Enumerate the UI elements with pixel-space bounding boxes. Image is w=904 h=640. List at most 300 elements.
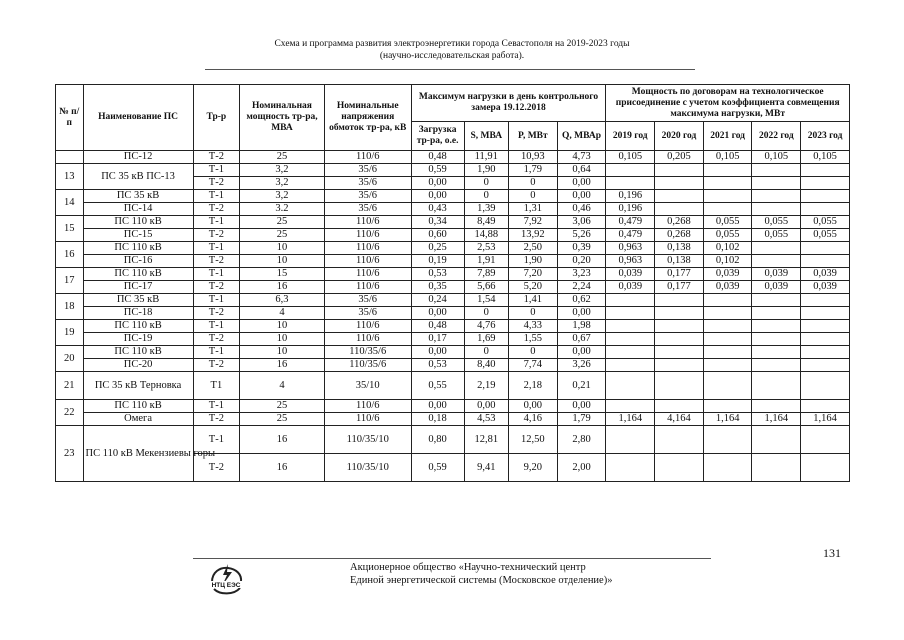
cell-s: 0 [464, 190, 508, 203]
cell-name: ПС-17 [83, 281, 193, 294]
cell-tr: Т-1 [193, 426, 240, 454]
cell-y2021: 0,039 [703, 281, 752, 294]
col-voltage-header: Номинальные напряжения обмоток тр-ра, кВ [324, 85, 411, 151]
cell-volt: 110/6 [324, 281, 411, 294]
cell-power: 4 [240, 372, 325, 400]
cell-y2019 [606, 164, 655, 177]
cell-y2022 [752, 177, 801, 190]
cell-y2021: 0,055 [703, 229, 752, 242]
cell-power: 16 [240, 359, 325, 372]
cell-power: 16 [240, 281, 325, 294]
cell-volt: 110/6 [324, 242, 411, 255]
header-line-1: Схема и программа развития электроэнергетики города Севастополя на 2019-2023 годы [274, 39, 630, 49]
cell-y2021 [703, 190, 752, 203]
cell-load: 0,35 [411, 281, 464, 294]
cell-p: 13,92 [509, 229, 558, 242]
cell-volt: 35/6 [324, 294, 411, 307]
cell-s: 0 [464, 346, 508, 359]
cell-y2021: 0,055 [703, 216, 752, 229]
cell-y2023 [801, 307, 850, 320]
table-row [56, 413, 850, 426]
cell-power: 3,2 [240, 177, 325, 190]
cell-y2020 [655, 333, 704, 346]
cell-y2020 [655, 190, 704, 203]
cell-name: ПС-15 [83, 229, 193, 242]
cell-q: 5,26 [557, 229, 606, 242]
cell-y2020: 0,177 [655, 268, 704, 281]
cell-name: ПС 35 кВ [83, 294, 193, 307]
cell-load: 0,53 [411, 268, 464, 281]
footer-org-line-1: Акционерное общество «Научно-технический центр [350, 562, 586, 573]
cell-y2019: 1,164 [606, 413, 655, 426]
cell-power: 16 [240, 426, 325, 454]
cell-y2020 [655, 294, 704, 307]
cell-y2023 [801, 164, 850, 177]
cell-y2019 [606, 400, 655, 413]
header-rule [205, 69, 695, 70]
cell-y2019: 0,479 [606, 229, 655, 242]
cell-p: 1,31 [509, 203, 558, 216]
cell-y2019: 0,196 [606, 190, 655, 203]
cell-y2021 [703, 164, 752, 177]
cell-name: ПС 110 кВ Мекензиевы горы [83, 426, 193, 482]
cell-load: 0,55 [411, 372, 464, 400]
cell-tr: Т-2 [193, 359, 240, 372]
cell-y2023 [801, 294, 850, 307]
cell-p: 5,20 [509, 281, 558, 294]
cell-power: 10 [240, 320, 325, 333]
cell-y2019: 0,039 [606, 281, 655, 294]
cell-y2019 [606, 346, 655, 359]
cell-y2020 [655, 177, 704, 190]
table-row [56, 164, 850, 177]
cell-y2022 [752, 242, 801, 255]
cell-y2019 [606, 454, 655, 482]
cell-name: ПС-14 [83, 203, 193, 216]
cell-q: 2,24 [557, 281, 606, 294]
cell-num: 16 [56, 242, 84, 268]
cell-y2023 [801, 190, 850, 203]
cell-q: 2,80 [557, 426, 606, 454]
cell-s: 14,88 [464, 229, 508, 242]
cell-p: 7,74 [509, 359, 558, 372]
cell-tr: Т-1 [193, 346, 240, 359]
cell-y2019 [606, 177, 655, 190]
cell-y2019 [606, 307, 655, 320]
cell-p: 7,92 [509, 216, 558, 229]
cell-p: 10,93 [509, 151, 558, 164]
cell-tr: Т-1 [193, 400, 240, 413]
cell-y2022 [752, 320, 801, 333]
cell-power: 6,3 [240, 294, 325, 307]
cell-volt: 110/6 [324, 413, 411, 426]
cell-volt: 110/35/6 [324, 346, 411, 359]
cell-tr: Т-2 [193, 333, 240, 346]
cell-p: 0 [509, 190, 558, 203]
cell-p: 0 [509, 177, 558, 190]
cell-y2023: 0,055 [801, 229, 850, 242]
table-row [56, 281, 850, 294]
cell-y2023 [801, 333, 850, 346]
cell-y2022: 1,164 [752, 413, 801, 426]
cell-power: 25 [240, 216, 325, 229]
cell-power: 25 [240, 229, 325, 242]
cell-y2023: 0,039 [801, 268, 850, 281]
cell-p: 9,20 [509, 454, 558, 482]
cell-load: 0,48 [411, 151, 464, 164]
cell-volt: 110/6 [324, 268, 411, 281]
cell-load: 0,00 [411, 190, 464, 203]
cell-power: 10 [240, 346, 325, 359]
cell-y2020 [655, 203, 704, 216]
cell-y2021 [703, 294, 752, 307]
footer-org-line-2: Единой энергетической системы (Московское отделение)» [350, 575, 613, 586]
cell-load: 0,59 [411, 164, 464, 177]
cell-volt: 110/6 [324, 151, 411, 164]
cell-volt: 35/6 [324, 190, 411, 203]
header-line-2: (научно-исследовательская работа). [379, 51, 525, 61]
cell-y2019 [606, 359, 655, 372]
cell-volt: 35/6 [324, 203, 411, 216]
table-row [56, 268, 850, 281]
cell-p: 4,16 [509, 413, 558, 426]
cell-q: 0,62 [557, 294, 606, 307]
cell-volt: 110/35/6 [324, 359, 411, 372]
cell-y2021 [703, 454, 752, 482]
cell-volt: 110/6 [324, 255, 411, 268]
table-row [56, 372, 850, 400]
cell-volt: 110/35/10 [324, 426, 411, 454]
cell-load: 0,24 [411, 294, 464, 307]
cell-load: 0,25 [411, 242, 464, 255]
cell-s: 5,66 [464, 281, 508, 294]
cell-q: 4,73 [557, 151, 606, 164]
cell-num: 21 [56, 372, 84, 400]
cell-num: 22 [56, 400, 84, 426]
cell-y2021: 1,164 [703, 413, 752, 426]
cell-y2021: 0,102 [703, 242, 752, 255]
cell-q: 0,00 [557, 190, 606, 203]
cell-volt: 110/6 [324, 400, 411, 413]
col-name-header: Наименование ПС [83, 85, 193, 151]
cell-tr: Т-2 [193, 229, 240, 242]
substation-load-table [55, 84, 850, 482]
cell-q: 0,00 [557, 346, 606, 359]
cell-y2020 [655, 320, 704, 333]
cell-y2022: 0,105 [752, 151, 801, 164]
cell-y2023 [801, 255, 850, 268]
cell-power: 16 [240, 454, 325, 482]
cell-y2020: 0,268 [655, 216, 704, 229]
cell-power: 10 [240, 242, 325, 255]
cell-tr: Т-2 [193, 203, 240, 216]
cell-y2019: 0,479 [606, 216, 655, 229]
table-row [56, 203, 850, 216]
cell-num: 20 [56, 346, 84, 372]
cell-y2023 [801, 454, 850, 482]
cell-load: 0,60 [411, 229, 464, 242]
col-q-header: Q, МВАр [557, 122, 606, 151]
cell-y2023 [801, 426, 850, 454]
cell-load: 0,80 [411, 426, 464, 454]
cell-num: 15 [56, 216, 84, 242]
cell-q: 2,00 [557, 454, 606, 482]
cell-y2021 [703, 307, 752, 320]
cell-tr: Т-2 [193, 454, 240, 482]
cell-num [56, 151, 84, 164]
cell-y2023 [801, 242, 850, 255]
cell-y2019: 0,039 [606, 268, 655, 281]
cell-q: 1,98 [557, 320, 606, 333]
cell-y2019: 0,963 [606, 242, 655, 255]
cell-y2023: 1,164 [801, 413, 850, 426]
cell-y2020: 0,268 [655, 229, 704, 242]
cell-s: 12,81 [464, 426, 508, 454]
cell-tr: Т-2 [193, 151, 240, 164]
cell-s: 7,89 [464, 268, 508, 281]
cell-q: 0,00 [557, 400, 606, 413]
cell-s: 4,53 [464, 413, 508, 426]
col-contract-header: Мощность по договорам на технологическое присоединение с учетом коэффициента совмещения максимума нагрузки, МВт [606, 85, 850, 122]
cell-power: 4 [240, 307, 325, 320]
cell-y2021 [703, 346, 752, 359]
cell-y2020: 0,138 [655, 255, 704, 268]
col-max-load-header: Максимум нагрузки в день контрольного замера 19.12.2018 [411, 85, 606, 122]
cell-q: 0,00 [557, 307, 606, 320]
cell-y2022: 0,039 [752, 268, 801, 281]
cell-s: 4,76 [464, 320, 508, 333]
cell-y2019 [606, 372, 655, 400]
cell-y2020 [655, 346, 704, 359]
cell-y2020: 0,177 [655, 281, 704, 294]
cell-y2023: 0,039 [801, 281, 850, 294]
table-row [56, 242, 850, 255]
cell-name: ПС 35 кВ [83, 190, 193, 203]
cell-tr: Т-2 [193, 255, 240, 268]
cell-y2019: 0,196 [606, 203, 655, 216]
cell-s: 11,91 [464, 151, 508, 164]
table-row [56, 255, 850, 268]
cell-s: 0,00 [464, 400, 508, 413]
cell-p: 0,00 [509, 400, 558, 413]
cell-y2021 [703, 400, 752, 413]
cell-tr: Т-1 [193, 268, 240, 281]
cell-s: 9,41 [464, 454, 508, 482]
cell-volt: 35/10 [324, 372, 411, 400]
table-row [56, 307, 850, 320]
cell-name: ПС 110 кВ [83, 320, 193, 333]
cell-power: 10 [240, 333, 325, 346]
cell-tr: Т-2 [193, 413, 240, 426]
table-row [56, 333, 850, 346]
cell-volt: 35/6 [324, 164, 411, 177]
cell-power: 25 [240, 400, 325, 413]
cell-power: 10 [240, 255, 325, 268]
cell-load: 0,34 [411, 216, 464, 229]
cell-s: 1,90 [464, 164, 508, 177]
cell-y2022 [752, 164, 801, 177]
cell-y2023 [801, 372, 850, 400]
cell-q: 0,21 [557, 372, 606, 400]
cell-y2022 [752, 346, 801, 359]
cell-power: 3,2 [240, 164, 325, 177]
cell-s: 1,54 [464, 294, 508, 307]
cell-q: 0,46 [557, 203, 606, 216]
cell-s: 1,91 [464, 255, 508, 268]
cell-power: 25 [240, 413, 325, 426]
cell-y2019: 0,963 [606, 255, 655, 268]
cell-p: 0 [509, 346, 558, 359]
cell-power: 3,2 [240, 190, 325, 203]
cell-num: 18 [56, 294, 84, 320]
cell-s: 0 [464, 177, 508, 190]
col-num-header: № п/п [56, 85, 84, 151]
cell-volt: 110/6 [324, 216, 411, 229]
cell-name: ПС 110 кВ [83, 268, 193, 281]
cell-y2022: 0,055 [752, 216, 801, 229]
cell-p: 1,55 [509, 333, 558, 346]
cell-y2022: 0,039 [752, 281, 801, 294]
cell-power: 25 [240, 151, 325, 164]
cell-p: 1,79 [509, 164, 558, 177]
table-row [56, 400, 850, 413]
cell-y2019: 0,105 [606, 151, 655, 164]
cell-name: ПС 110 кВ [83, 346, 193, 359]
cell-load: 0,00 [411, 346, 464, 359]
cell-y2022 [752, 307, 801, 320]
cell-y2019 [606, 294, 655, 307]
cell-tr: Т-2 [193, 177, 240, 190]
cell-name: ПС-12 [83, 151, 193, 164]
cell-y2023 [801, 320, 850, 333]
cell-y2023 [801, 346, 850, 359]
cell-y2021 [703, 320, 752, 333]
cell-y2022: 0,055 [752, 229, 801, 242]
cell-y2022 [752, 454, 801, 482]
cell-name: ПС 110 кВ [83, 216, 193, 229]
cell-s: 8,40 [464, 359, 508, 372]
cell-power: 15 [240, 268, 325, 281]
cell-y2020 [655, 426, 704, 454]
cell-y2019 [606, 333, 655, 346]
table-row [56, 151, 850, 164]
cell-y2020: 0,205 [655, 151, 704, 164]
cell-q: 3,26 [557, 359, 606, 372]
cell-q: 0,67 [557, 333, 606, 346]
footer-rule [193, 558, 711, 559]
page-number: 131 [823, 546, 841, 560]
cell-y2021 [703, 333, 752, 346]
cell-load: 0,00 [411, 177, 464, 190]
table-row [56, 346, 850, 359]
cell-volt: 110/6 [324, 333, 411, 346]
cell-y2021 [703, 372, 752, 400]
cell-num: 13 [56, 164, 84, 190]
cell-load: 0,59 [411, 454, 464, 482]
cell-name: ПС 35 кВ Терновка [83, 372, 193, 400]
cell-q: 1,79 [557, 413, 606, 426]
col-2022-header: 2022 год [752, 122, 801, 151]
table-row [56, 294, 850, 307]
col-2021-header: 2021 год [703, 122, 752, 151]
cell-p: 1,90 [509, 255, 558, 268]
cell-p: 7,20 [509, 268, 558, 281]
col-load-header: Загрузка тр-ра, о.е. [411, 122, 464, 151]
cell-load: 0,19 [411, 255, 464, 268]
cell-name: ПС-16 [83, 255, 193, 268]
cell-num: 14 [56, 190, 84, 216]
cell-y2022 [752, 359, 801, 372]
cell-tr: Т-1 [193, 216, 240, 229]
cell-name: ПС 110 кВ [83, 242, 193, 255]
cell-name: Омега [83, 413, 193, 426]
cell-y2020: 0,138 [655, 242, 704, 255]
cell-s: 0 [464, 307, 508, 320]
cell-tr: Т-1 [193, 294, 240, 307]
table-row [56, 320, 850, 333]
cell-p: 0 [509, 307, 558, 320]
cell-y2021 [703, 359, 752, 372]
cell-y2021 [703, 203, 752, 216]
cell-name: ПС 35 кВ ПС-13 [83, 164, 193, 190]
cell-tr: Т-2 [193, 307, 240, 320]
cell-load: 0,00 [411, 307, 464, 320]
col-2019-header: 2019 год [606, 122, 655, 151]
cell-q: 0,64 [557, 164, 606, 177]
cell-y2019 [606, 320, 655, 333]
cell-y2023 [801, 177, 850, 190]
cell-y2022 [752, 190, 801, 203]
cell-num: 19 [56, 320, 84, 346]
cell-name: ПС 110 кВ [83, 400, 193, 413]
cell-volt: 35/6 [324, 177, 411, 190]
cell-s: 8,49 [464, 216, 508, 229]
cell-tr: Т-1 [193, 164, 240, 177]
cell-s: 1,39 [464, 203, 508, 216]
col-p-header: P, МВт [509, 122, 558, 151]
table-row [56, 216, 850, 229]
page-header [0, 38, 904, 62]
cell-tr: Т-2 [193, 281, 240, 294]
cell-s: 2,53 [464, 242, 508, 255]
table-row [56, 229, 850, 242]
cell-y2022 [752, 372, 801, 400]
cell-y2023 [801, 359, 850, 372]
cell-y2020 [655, 454, 704, 482]
cell-y2021: 0,105 [703, 151, 752, 164]
col-2020-header: 2020 год [655, 122, 704, 151]
cell-y2019 [606, 426, 655, 454]
cell-name: ПС-19 [83, 333, 193, 346]
cell-load: 0,48 [411, 320, 464, 333]
cell-load: 0,53 [411, 359, 464, 372]
cell-y2022 [752, 255, 801, 268]
cell-y2022 [752, 400, 801, 413]
cell-y2021 [703, 177, 752, 190]
cell-y2022 [752, 294, 801, 307]
cell-tr: Т-1 [193, 242, 240, 255]
table-row [56, 359, 850, 372]
col-transformer-header: Тр-р [193, 85, 240, 151]
col-2023-header: 2023 год [801, 122, 850, 151]
cell-y2020 [655, 307, 704, 320]
col-s-header: S, МВА [464, 122, 508, 151]
cell-q: 3,23 [557, 268, 606, 281]
logo-text: НТЦ ЕЭС [211, 582, 241, 589]
cell-y2020 [655, 359, 704, 372]
table-body [56, 151, 850, 482]
cell-q: 0,00 [557, 177, 606, 190]
